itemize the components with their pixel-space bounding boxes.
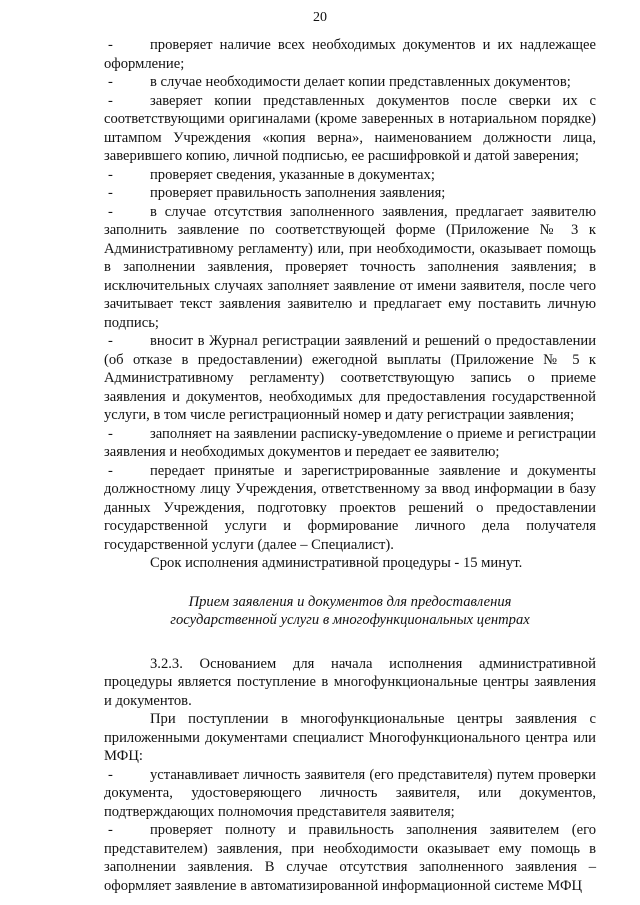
list-dash: -	[108, 822, 113, 838]
list-dash: -	[108, 425, 113, 442]
list-dash: -	[108, 92, 113, 109]
list-item	[104, 36, 596, 73]
list-item-text: устанавливает личность заявителя (его представителя) путем проверки документа, удостоверяющего личность заявителя, или документов, подтверждающих полномочия представителя заявителя;	[104, 766, 596, 820]
list-item	[104, 73, 596, 92]
list-item	[104, 766, 596, 822]
list-item-text: проверяет сведения, указанные в документах;	[150, 166, 435, 183]
section-heading-line-2: государственной услуги в многофункциональных центрах	[170, 611, 530, 628]
list-item	[104, 462, 596, 555]
section-heading-line-1: Прием заявления и документов для предоставления	[188, 593, 512, 610]
document-body	[104, 36, 596, 895]
list-item-text: в случае отсутствия заполненного заявления, предлагает заявителю заполнить заявление по соответствующей форме (Приложение № 3 к Административному регламенту) или, при необходимости, оказывает помощь в заполнении заявления, проверяет точность заполнения заявления; в исключительных случаях заполняет заявление от имени заявителя, после чего зачитывает текст заявления заявителю и предлагает ему поставить личную подпись;	[104, 203, 596, 331]
list-item	[104, 821, 596, 895]
deadline-text: Срок исполнения административной процедуры - 15 минут.	[150, 555, 523, 571]
paragraph-3-2-3-text: 3.2.3. Основанием для начала исполнения административной процедуры является поступление в многофункциональные центры заявления и документов.	[104, 655, 596, 709]
list-dash: -	[108, 333, 113, 349]
list-item	[104, 425, 596, 462]
page-number: 20	[313, 10, 327, 25]
list-dash: -	[108, 766, 113, 783]
receipt-paragraph	[104, 710, 596, 766]
list-item-text: в случае необходимости делает копии представленных документов;	[150, 74, 571, 90]
section-heading	[104, 593, 596, 629]
list-item	[104, 332, 596, 425]
list-item-text: заполняет на заявлении расписку-уведомление о приеме и регистрации заявления и необходимых документов и передает ее заявителю;	[104, 425, 596, 460]
paragraph-3-2-3	[104, 655, 596, 711]
list-dash: -	[108, 37, 113, 53]
list-dash: -	[108, 185, 113, 201]
list-dash: -	[108, 462, 113, 479]
list-dash: -	[108, 203, 113, 220]
list-item-text: проверяет полноту и правильность заполнения заявителем (его представителем) заявления, при необходимости оказывает ему помощь в заполнении заявления. В случае отсутствия заполненного заявления – оформляет заявление в автоматизированной информационной системе МФЦ	[104, 822, 596, 894]
deadline-paragraph	[104, 554, 596, 573]
list-item	[104, 92, 596, 166]
receipt-paragraph-text: При поступлении в многофункциональные центры заявления с приложенными документами специалист Многофункционального центра или МФЦ:	[104, 711, 596, 764]
list-dash: -	[108, 74, 113, 90]
list-item-text: проверяет наличие всех необходимых документов и их надлежащее оформление;	[104, 37, 596, 72]
list-item	[104, 166, 596, 185]
list-item	[104, 184, 596, 203]
list-item-text: заверяет копии представленных документов после сверки их с соответствующими оригиналами (кроме заверенных в нотариальном порядке) штампом Учреждения «копия верна», наименованием должности лица, заверившего копию, личной подписью, ее расшифровкой и датой заверения;	[104, 92, 596, 164]
list-item-text: проверяет правильность заполнения заявления;	[150, 185, 446, 201]
list-dash: -	[108, 166, 113, 183]
list-item	[104, 203, 596, 333]
list-item-text: передает принятые и зарегистрированные заявление и документы должностному лицу Учреждения, ответственному за ввод информации в базу данных Учреждения, подготовку проектов решений о предоставлении государственной услуги и формирование личного дела получателя государственной услуги (далее – Специалист).	[104, 462, 596, 553]
list-item-text: вносит в Журнал регистрации заявлений и решений о предоставлении (об отказе в предоставлении) ежегодной выплаты (Приложение № 5 к Административному регламенту) соответствующую запись о приеме заявления и документов, необходимых для предоставления государственной услуги, в том числе регистрационный номер и дату регистрации заявления;	[104, 333, 596, 423]
